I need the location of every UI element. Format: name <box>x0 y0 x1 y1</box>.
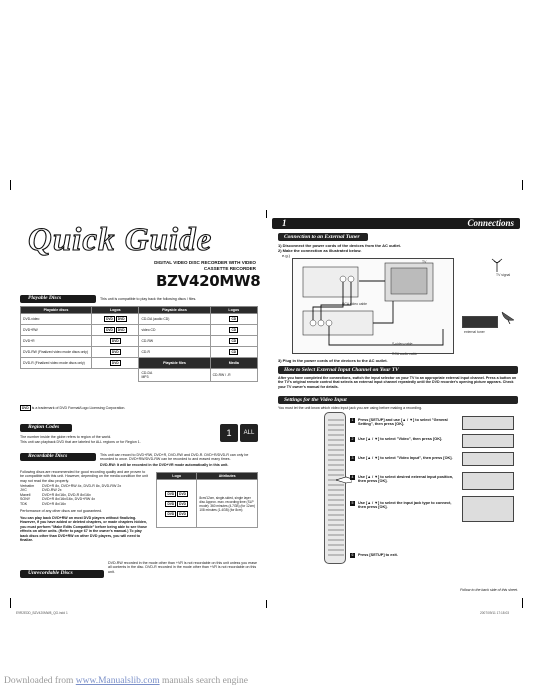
tuner-section-header: Connection to an External Tuner <box>278 233 368 241</box>
download-footer <box>4 676 248 686</box>
download-prefix: Downloaded from <box>4 676 76 686</box>
external-tuner-label: external tuner <box>464 330 485 334</box>
antenna-icon <box>490 258 504 272</box>
list-item: Verbatim DVD+R 8x, DVD+RW 4x, DVD-R 8x, DVD-RW 2x <box>20 484 122 488</box>
rca-audio-label: RCA audio cable <box>392 352 418 356</box>
product-subtitle: DIGITAL VIDEO DISC RECORDER WITH VIDEO CASSETTE RECORDER <box>154 260 256 271</box>
recordable-intro: This unit can record to DVD+RW, DVD+R, DVD-RW and DVD-R. DVD+R/DVD-R can only be recorded to once. DVD+RW/DVD-RW can be recorded to and erased many times. <box>100 453 249 462</box>
unrecordable-discs-header <box>20 570 104 578</box>
dvd-logo: DVD DVD <box>92 314 139 325</box>
remote-control <box>324 412 346 564</box>
recordable-discs-header <box>20 453 96 461</box>
region-globe-icon: ALL <box>240 424 258 442</box>
region-text-1: The number inside the globe refers to region of the world. <box>20 435 112 439</box>
table-cell: CD-RW / -R <box>210 369 257 382</box>
menu-screen <box>462 472 514 490</box>
video-input-header: Settings for the Video Input <box>278 396 518 404</box>
step-text: Use [▲ / ▼] to select "Video", then press [OK]. <box>358 437 443 441</box>
dvd-logo: DVD <box>92 358 139 369</box>
step-number-6: 6 <box>351 553 354 557</box>
table-cell: CD-DA MP3 <box>139 369 210 382</box>
tuner-step-1: 1) Disconnect the power cords of the devices from the AC outlet. <box>278 243 401 248</box>
dvd-logo: DVD <box>92 347 139 358</box>
cd-logo: CD <box>210 325 257 336</box>
table-cell: CD-R <box>139 347 210 358</box>
crop-mark <box>266 210 267 218</box>
step-number-2: 2 <box>351 437 354 441</box>
col-logos: Logos <box>92 307 139 314</box>
rca-video-label: RCA video cable <box>342 302 368 306</box>
col-logo: Logo <box>157 473 197 480</box>
recommended-discs-text: Following discs are recommended for good recording quality and are proven to be compatible with this unit. However, depending on the media condition the unit may not read the disc properly. <box>20 470 148 483</box>
connections-banner <box>272 218 520 229</box>
cd-logo: CD <box>210 347 257 358</box>
col-logos: Logos <box>210 307 257 314</box>
manualslib-link[interactable]: www.Manualslib.com <box>75 676 160 686</box>
region-globe-icon: 1 <box>220 424 238 442</box>
step-number-4: 4 <box>351 475 354 479</box>
col-playable-discs: Playable discs <box>21 307 92 314</box>
select-channel-text: After you have completed the connections, switch the input selector on your TV to an appropriate external input channel. Press a button on the TV's original remote control that selects an external input channel repeatedly until the DVD recorder's opening picture appears. Check your TV owner's manual for details. <box>278 376 517 389</box>
left-page <box>16 218 260 598</box>
region-codes-title: Region Codes <box>28 424 60 430</box>
finalize-note: You can play back DVD+RW on most DVD players without finalizing. However, if you have added or deleted chapters, or made chapters hidden, you must perform "Make Edits Compatible" before being able to see those effects on other units. (Refer to page 67 in the owner's manual.) To play back discs other than DVD+RW on other DVD players, you will need to finalize. <box>20 516 148 543</box>
s-video-label: S-video cable <box>392 342 413 346</box>
quick-guide-title: Quick Guide <box>28 222 213 258</box>
table-cell: DVD-RW (Finalized video mode discs only) <box>21 347 92 358</box>
brand-list <box>20 484 148 506</box>
menu-screen <box>462 434 514 448</box>
region-codes-header <box>20 424 72 432</box>
playable-discs-table <box>20 306 258 382</box>
print-slug-left: E9R2EDD_BZV420MW8_QG.indd 1 <box>16 611 68 615</box>
crop-mark <box>522 180 523 190</box>
recordable-discs-title: Recordable Discs <box>28 453 68 459</box>
step-text: Use [▲ / ▼] to select the input jack type to connect, then press [OK]. <box>358 501 452 509</box>
playable-discs-header <box>20 295 96 303</box>
table-cell: DVD-video <box>21 314 92 325</box>
external-tuner-device <box>462 316 498 328</box>
print-slug-right: 2007/09/11 17:18:03 <box>480 611 510 615</box>
dvd-logo: DVD <box>92 336 139 347</box>
dvd-logo: DVD <box>22 406 29 410</box>
list-item: Maxell DVD+R 8x/16x, DVD-R 8x/16x <box>20 492 91 497</box>
list-item: TDK DVD+R 8x/16x <box>20 501 66 506</box>
col-playable-files: Playable files <box>139 358 210 369</box>
model-number: BZV420MW8 <box>156 272 261 290</box>
table-cell: video CD <box>139 325 210 336</box>
tuner-step-3: 3) Plug in the power cords of the devices to the AC outlet. <box>278 358 388 363</box>
tuner-step-2: 2) Make the connection as illustrated below. <box>278 248 362 253</box>
tuner-eg: e.g.) <box>282 253 291 258</box>
right-page <box>272 218 520 598</box>
table-cell: DVD-R (Finalized video mode discs only) <box>21 358 92 369</box>
menu-screen <box>462 452 514 466</box>
dvd-logo: DVD DVD <box>92 325 139 336</box>
video-input-intro: You must let the unit know which video input jack you are using before making a recording. <box>278 406 423 410</box>
connection-diagram <box>292 258 454 354</box>
menu-screen <box>462 496 514 522</box>
region-text-2: This unit can playback DVD that are labeled for ALL regions or for Region 1. <box>20 440 141 444</box>
step-text: Press [SETUP] to exit. <box>358 553 398 557</box>
step-number-1: 1 <box>351 418 354 422</box>
crop-mark <box>522 598 523 608</box>
dvd-logo: DVD DVD DVD DVD DVD DVD <box>157 480 197 528</box>
table-cell: CD-RW <box>139 336 210 347</box>
crop-mark <box>10 598 11 608</box>
step-text: Use [▲ / ▼] to select "Video Input", then press [OK]. <box>358 456 453 460</box>
table-cell: 8cm/12cm, single-sided, single layer disc Approx. max. recording time (SLP mode): 360 minutes (4.7GB) (for 12cm) 108 minutes (1.4GB) (for 8cm) <box>197 480 258 528</box>
table-cell: DVD+R <box>21 336 92 347</box>
download-suffix: manuals search engine <box>159 676 248 686</box>
cd-logo: CD <box>210 336 257 347</box>
tv-label: TV <box>422 260 427 264</box>
cd-logo: CD <box>210 314 257 325</box>
step-number-5: 5 <box>351 501 354 505</box>
page-title: Connections <box>467 218 514 228</box>
trademark-note: DVD is a trademark of DVD Format/Logo Licensing Corporation. <box>22 406 126 410</box>
remote-button-grid <box>328 419 344 559</box>
playable-intro: This unit is compatible to play back the following discs / files. <box>100 297 197 301</box>
step-number-3: 3 <box>351 456 354 460</box>
table-cell: DVD+RW <box>21 325 92 336</box>
tv-signal-label: TV signal <box>496 273 511 277</box>
playable-discs-title: Playable Discs <box>28 295 62 301</box>
list-item: SONY DVD+R 8x/16x/16x, DVD+RW 4x <box>20 497 96 502</box>
col-attributes: Attributes <box>197 473 258 480</box>
unrecordable-text: DVD-RW recorded in the mode other than +VR is not recordable on this unit unless you erase all contents in the disc. DVD-R recorded in the mode other than +VR is not recordable on this unit. <box>108 561 258 574</box>
recordable-table <box>156 472 258 528</box>
unrecordable-discs-title: Unrecordable Discs <box>28 570 73 576</box>
satellite-dish-icon <box>500 308 516 324</box>
menu-screen <box>462 416 514 430</box>
performance-note: Performance of any other discs are not guaranteed. <box>20 509 103 513</box>
follow-note: Follow to the back side of this sheet. <box>460 588 518 592</box>
step-text: Press [SETUP] and use [▲ / ▼] to select "General Setting", then press [OK]. <box>358 418 448 426</box>
list-item: JVC DVD-RW 2x <box>20 488 62 493</box>
col-playable-discs: Playable discs <box>139 307 210 314</box>
page-number: 1 <box>282 218 287 228</box>
connection-illustration <box>293 259 453 353</box>
table-cell: CD-DA (audio CD) <box>139 314 210 325</box>
step-text: Use [▲ / ▼] to select desired external input position, then press [OK]. <box>358 475 454 483</box>
col-media: Media <box>210 358 257 369</box>
list-item <box>352 553 518 563</box>
crop-mark <box>266 600 267 608</box>
select-channel-header: How to Select External Input Channel on Your TV <box>278 366 518 374</box>
crop-mark <box>10 180 11 190</box>
recordable-note: DVD-RW: It will be recorded in the DVD+VR mode automatically in this unit. <box>100 463 229 467</box>
